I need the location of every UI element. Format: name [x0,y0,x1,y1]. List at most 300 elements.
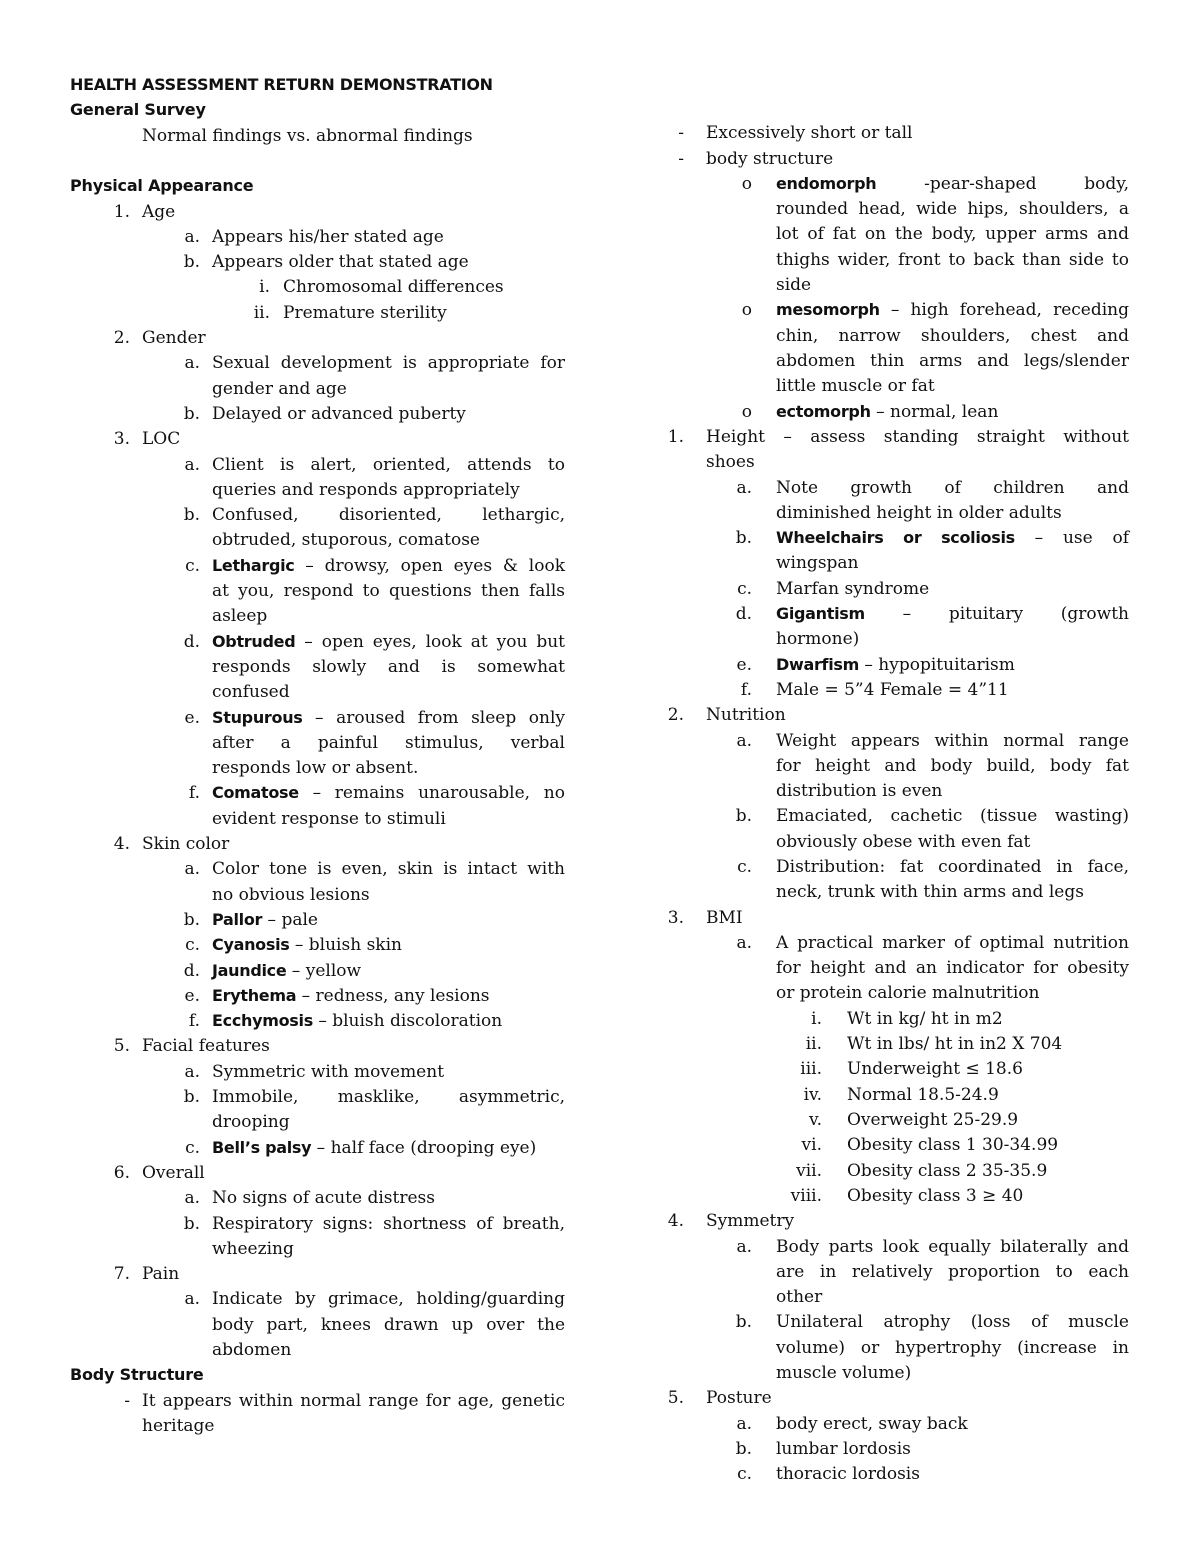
item-text-line [776,755,1129,780]
item-text-line [847,1134,1058,1156]
list-item [600,578,1200,603]
list-item [0,1288,600,1360]
list-item [0,1390,600,1436]
item-text-line [847,1058,1023,1080]
list-item [600,907,1200,932]
item-text: neck, trunk with thin arms and legs [776,882,1084,903]
item-text-line [776,730,1129,755]
item-text: – yellow [286,960,362,981]
item-text-line [776,1261,1129,1286]
item-text: – aroused from sleep only [302,707,565,728]
item-text: Obesity class 2 35-35.9 [847,1160,1048,1181]
item-text-line [212,1238,294,1260]
item-text-line [212,479,520,501]
item-text-line [776,173,1129,198]
list-marker: - [678,123,684,144]
item-text-line [142,1263,179,1285]
list-marker: o [741,401,752,422]
item-text: Note growth of children and [776,477,1129,498]
item-text: – high forehead, receding [879,300,1129,321]
item-text: body structure [706,148,834,169]
list-marker: o [741,300,752,321]
item-text-line [776,401,998,423]
item-text: Normal 18.5-24.9 [847,1084,999,1105]
list-item [600,1109,1200,1134]
item-text: Wt in lbs/ ht in in2 X 704 [847,1034,1063,1055]
item-text-line [142,327,206,349]
list-marker: b. [183,252,200,273]
item-text: Skin color [142,834,230,854]
section-heading: General Survey [70,100,206,120]
list-marker: b. [735,1438,752,1459]
list-item [600,1311,1200,1383]
item-text-line [776,325,1129,350]
list-item [0,302,600,327]
item-text-line [776,477,1129,502]
item-text-line [212,631,565,656]
list-item [600,1058,1200,1083]
item-text: responds slowly and is somewhat [212,656,565,677]
list-marker: a. [184,1289,200,1310]
item-text-line [776,957,1129,982]
list-item [600,1185,1200,1210]
list-item [0,428,600,453]
item-text: Unilateral atrophy (loss of muscle [776,1312,1129,1333]
item-text-line [212,681,290,703]
term: ectomorph [776,401,871,421]
item-text: other [776,1287,823,1308]
list-item [0,1010,600,1035]
list-marker: 7. [113,1264,130,1285]
item-text: muscle volume) [776,1362,912,1383]
item-text-line [776,1286,822,1308]
item-text-line [776,805,1129,830]
item-text-line [212,352,565,377]
item-text: Immobile, masklike, asymmetric, [212,1087,565,1107]
body-text: Normal findings vs. abnormal findings [142,125,473,146]
item-text: BMI [706,907,743,928]
item-text: Overall [142,1162,205,1183]
item-text: for height and an indicator for obesity [776,958,1129,979]
item-text: lot of fat on the body, upper arms and [776,224,1129,245]
item-text: Confused, disoriented, lethargic, [212,505,565,526]
list-item [0,909,600,934]
list-marker: a. [184,1188,200,1209]
list-item [600,805,1200,852]
item-text-line [706,704,786,726]
term: Comatose [212,783,299,803]
item-text: Body parts look equally bilaterally and [776,1236,1129,1257]
item-text-line [776,1337,1129,1362]
item-text-line [776,274,811,296]
item-text-line [847,1033,1062,1055]
item-text: queries and responds appropriately [212,479,520,500]
list-item [0,454,600,500]
term: Obtruded [212,631,296,651]
item-text-line [212,226,444,248]
list-marker: 4. [113,834,130,854]
list-item [600,932,1200,1004]
item-text-line [776,1311,1129,1336]
item-text: thoracic lordosis [776,1464,920,1485]
list-marker: 6. [113,1162,130,1183]
item-text-line [212,1061,444,1083]
item-text-line [776,1463,920,1485]
list-marker: a. [736,1413,752,1434]
item-text-line [776,628,859,650]
term: Pallor [212,909,263,929]
term: Jaundice [212,960,287,980]
item-text: Excessively short or tall [706,123,913,144]
item-text-line [776,552,859,574]
item-text: – normal, lean [870,401,999,422]
item-text-line [776,856,1129,881]
list-marker: a. [736,1236,752,1257]
list-marker: b. [735,528,752,549]
list-marker: e. [736,654,752,675]
term: Wheelchairs or scoliosis [776,528,1015,548]
list-marker: f. [188,1011,200,1032]
item-text: body part, knees drawn up over the [212,1314,565,1335]
item-text-line [776,1362,911,1384]
item-text-line [212,884,370,906]
item-text-line [212,555,565,580]
item-text-line [142,1390,565,1415]
list-item [600,1134,1200,1159]
item-text-line [847,1109,1018,1131]
list-marker: f. [188,783,200,804]
item-text-line [142,1415,214,1437]
item-text: shoes [706,452,755,473]
item-text: Premature sterility [283,302,447,323]
list-marker: 3. [113,429,130,450]
list-marker: vi. [801,1135,822,1156]
item-text-line [212,251,469,273]
list-marker: b. [183,909,200,930]
item-text: Marfan syndrome [776,578,930,599]
item-text: – open eyes, look at you but [295,631,565,652]
item-text: no obvious lesions [212,884,370,905]
list-item [600,654,1200,679]
item-text: drooping [212,1112,290,1133]
list-item [600,1160,1200,1185]
list-marker: d. [183,631,200,652]
item-text: abdomen thin arms and legs/slender [776,350,1129,371]
term: Cyanosis [212,935,290,955]
item-text-line [776,578,929,600]
item-text-line [212,707,565,732]
item-text: Indicate by grimace, holding/guarding [212,1289,565,1310]
item-text-line [212,1010,502,1032]
list-item [600,1387,1200,1412]
item-text: Emaciated, cachetic (tissue wasting) [776,806,1129,827]
list-marker: iv. [803,1084,822,1105]
item-text: Appears older that stated age [212,252,469,273]
list-marker: - [678,148,684,169]
list-marker: c. [185,1137,200,1158]
item-text: Delayed or advanced puberty [212,403,466,424]
list-item [600,1438,1200,1463]
item-text-line [212,403,466,425]
item-text-line [212,858,565,883]
item-text: heritage [142,1415,215,1436]
item-text: Symmetric with movement [212,1061,445,1082]
list-item [0,631,600,703]
list-marker: a. [184,454,200,475]
item-text: – bluish skin [289,935,402,956]
item-text: It appears within normal range for age, genetic [142,1390,565,1411]
item-text-line [212,656,565,681]
document-title: HEALTH ASSESSMENT RETURN DEMONSTRATION [70,75,493,94]
list-marker: a. [736,932,752,953]
item-text-line [142,201,175,223]
item-text: Sexual development is appropriate for [212,353,565,374]
term: endomorph [776,173,877,193]
item-text: Pain [142,1264,180,1285]
item-text-line [212,504,565,529]
list-marker: o [741,173,752,194]
item-text-line [212,782,565,807]
item-text-line [212,960,361,982]
item-text: for height and body build, body fat [776,755,1129,776]
list-item [0,555,600,627]
list-item [0,707,600,779]
list-marker: e. [184,985,200,1006]
item-text: abdomen [212,1339,292,1360]
item-text-line [212,378,347,400]
list-marker: c. [185,555,200,576]
term: Stupurous [212,707,303,727]
item-text-line [706,148,833,170]
item-text: are in relatively proportion to each [776,1261,1129,1282]
term: Dwarfism [776,654,859,674]
list-item [600,1236,1200,1308]
item-text: asleep [212,606,268,627]
term: Bell’s palsy [212,1137,312,1157]
item-text: – redness, any lesions [296,985,490,1006]
list-item [600,1084,1200,1109]
item-text: Facial features [142,1036,270,1057]
list-item [0,201,600,226]
item-text-line [212,909,318,931]
item-text: side [776,275,812,296]
list-marker: c. [737,1464,752,1485]
list-marker: i. [811,1008,822,1029]
item-text-line [212,808,446,830]
item-text: LOC [142,429,181,450]
item-text-line [776,1236,1129,1261]
item-text-line [142,1162,205,1184]
item-text: Distribution: fat coordinated in face, [776,857,1129,877]
item-text: thighs wider, front to back than side to [776,249,1129,270]
item-text: rounded head, wide hips, shoulders, a [776,199,1129,220]
list-marker: - [124,1390,130,1411]
term: Erythema [212,985,297,1005]
list-marker: iii. [800,1059,822,1080]
list-marker: d. [183,960,200,981]
list-marker: e. [184,707,200,728]
list-item [0,504,600,551]
item-text: Obesity class 1 30-34.99 [847,1135,1059,1156]
list-item [0,1035,600,1060]
list-item [0,985,600,1010]
item-text: Color tone is even, skin is intact with [212,859,565,880]
item-text-line [706,1387,772,1409]
item-text: Chromosomal differences [283,277,504,298]
list-item [0,934,600,959]
item-text-line [776,375,935,397]
item-text: wingspan [776,553,859,574]
list-item [600,527,1200,574]
item-text-line [212,1314,565,1339]
term: mesomorph [776,300,880,320]
list-item [0,833,600,858]
list-item [600,1463,1200,1488]
list-marker: 5. [667,1388,684,1409]
item-text-line [706,122,912,144]
item-text-line [212,1137,536,1159]
item-text-line [212,1187,435,1209]
list-item [0,1061,600,1086]
item-text: responds low or absent. [212,758,419,779]
item-text-line [212,1339,291,1361]
list-marker: a. [184,859,200,880]
item-text: – remains unarousable, no [298,783,565,804]
item-text-line [212,1288,565,1313]
item-text: evident response to stimuli [212,808,446,829]
item-text: hormone) [776,629,860,650]
list-item [0,960,600,985]
list-marker: c. [737,857,752,877]
item-text-line [212,1111,290,1133]
item-text-line [212,1213,565,1238]
item-text-line [142,428,180,450]
list-item [600,730,1200,802]
list-item [0,327,600,352]
item-text-line [776,223,1129,248]
list-marker: b. [735,1312,752,1333]
section-heading: Body Structure [70,1365,204,1385]
list-marker: f. [740,679,752,700]
list-marker: 4. [667,1211,684,1232]
list-item [600,1210,1200,1235]
list-item [0,226,600,251]
item-text: Appears his/her stated age [212,226,444,247]
item-text: -pear-shaped body, [876,173,1129,194]
item-text-line [776,831,1030,853]
item-text-line [847,1160,1047,1182]
list-marker: b. [183,403,200,424]
item-text: No signs of acute distress [212,1188,435,1209]
list-marker: vii. [796,1160,822,1181]
item-text-line [847,1008,1003,1030]
item-text-line [776,1438,911,1460]
item-text-line [847,1185,1023,1207]
item-text: – bluish discoloration [312,1011,503,1032]
item-text-line [706,1210,794,1232]
item-text-line [776,679,1009,701]
item-text: Client is alert, oriented, attends to [212,454,565,475]
item-text: Age [142,201,176,222]
item-text-line [776,198,1129,223]
list-item [0,858,600,905]
item-text: Overweight 25-29.9 [847,1110,1019,1130]
item-text: Obesity class 3 ≥ 40 [847,1185,1024,1206]
item-text: little muscle or fat [776,376,935,397]
item-text: chin, narrow shoulders, chest and [776,325,1129,346]
item-text: – pale [262,909,318,930]
list-item [600,1008,1200,1033]
item-text-line [776,603,1129,628]
item-text-line [212,934,402,956]
item-text-line [776,881,1084,903]
item-text: diminished height in older adults [776,502,1062,523]
list-item [600,1033,1200,1058]
list-marker: a. [184,1061,200,1082]
list-marker: v. [809,1110,822,1130]
item-text-line [212,580,565,605]
item-text: body erect, sway back [776,1413,968,1434]
item-text-line [283,276,504,298]
item-text: Gender [142,328,206,348]
item-text-line [776,299,1129,324]
item-text-line [776,527,1129,552]
item-text: wheezing [212,1238,294,1259]
list-item [0,1263,600,1288]
list-marker: ii. [253,302,270,323]
item-text-line [212,529,480,551]
item-text-line [212,757,418,779]
item-text-line [212,732,565,757]
item-text-line [142,1035,270,1057]
list-item [0,1187,600,1212]
item-text-line [212,985,490,1007]
item-text-line [776,654,1015,676]
item-text-line [142,833,229,855]
list-marker: b. [183,1213,200,1234]
list-marker: 1. [667,426,684,447]
item-text: Posture [706,1388,772,1409]
item-text: Wt in kg/ ht in m2 [847,1008,1003,1029]
item-text-line [776,1413,968,1435]
list-marker: a. [736,730,752,751]
list-item [600,426,1200,473]
item-text-line [776,502,1062,524]
item-text: lumbar lordosis [776,1438,911,1459]
list-marker: 5. [113,1036,130,1057]
item-text: obtruded, stuporous, comatose [212,530,480,551]
item-text: obviously obese with even fat [776,831,1031,852]
item-text-line [776,780,942,802]
list-item [0,276,600,301]
item-text: Weight appears within normal range [776,730,1129,751]
item-text-line [776,249,1129,274]
item-text-line [776,982,1039,1004]
item-text: distribution is even [776,781,943,802]
item-text: Male = 5”4 Female = 4”11 [776,679,1009,700]
list-marker: viii. [790,1185,822,1206]
list-item [600,299,1200,397]
item-text: at you, respond to questions then falls [212,580,565,601]
section-heading: Physical Appearance [70,176,254,196]
list-item [0,403,600,428]
list-marker: c. [185,935,200,956]
term: Ecchymosis [212,1011,313,1031]
item-text-line [706,451,755,473]
list-marker: 3. [667,907,684,928]
list-marker: d. [735,604,752,624]
item-text: – pituitary (growth [864,604,1129,624]
